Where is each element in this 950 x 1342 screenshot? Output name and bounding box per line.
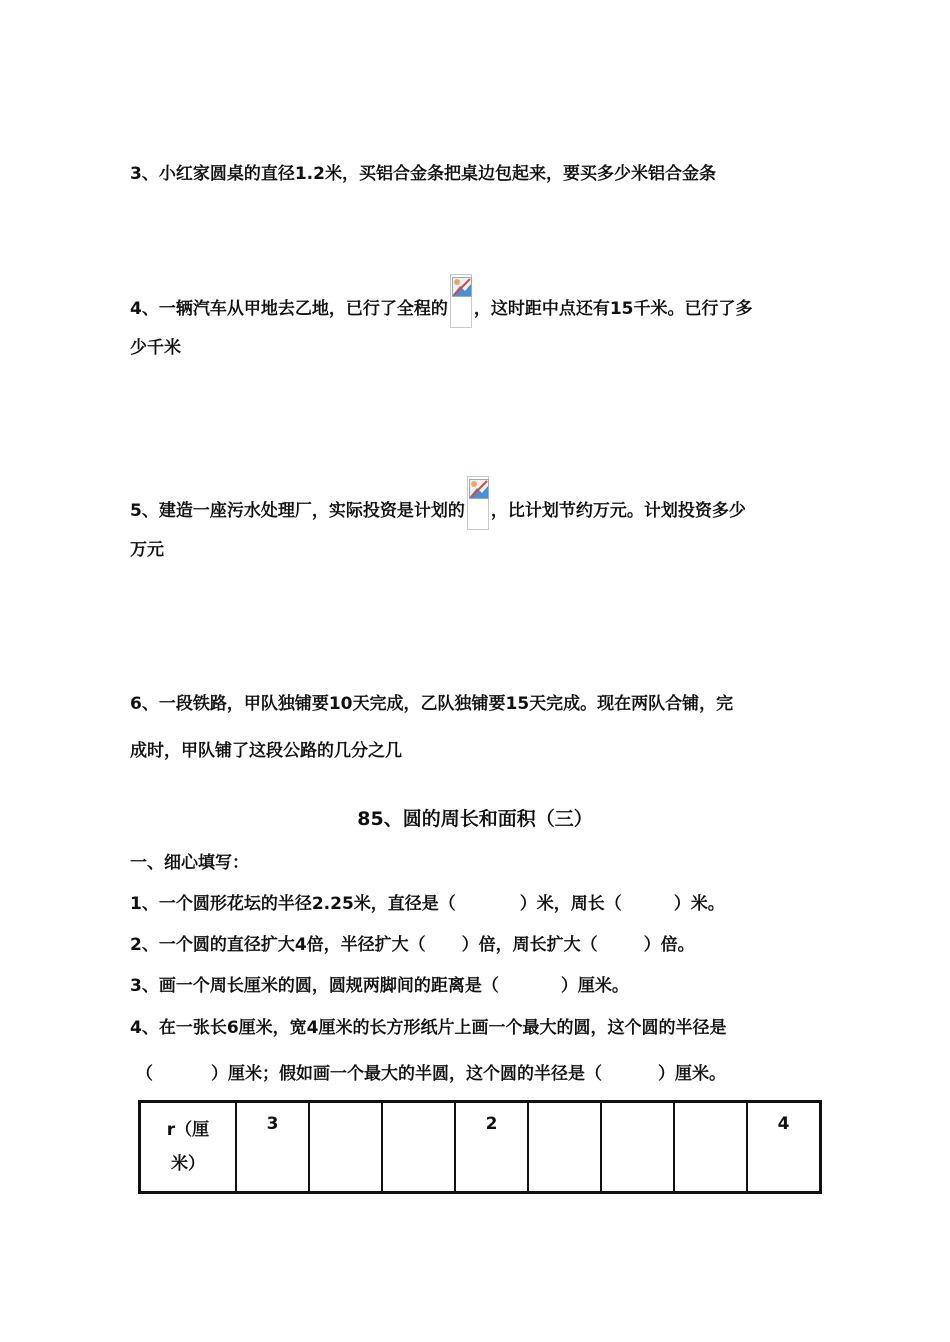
table-cell <box>382 1102 455 1193</box>
fill-question-3: 3、画一个周长厘米的圆，圆规两脚间的距离是（ ）厘米。 <box>130 976 629 996</box>
problem-6-line-1: 6、一段铁路，甲队独铺要10天完成，乙队独铺要15天完成。现在两队合铺，完 <box>130 694 734 714</box>
table-header-cell: r（厘 米） <box>140 1102 237 1193</box>
table-row <box>140 1102 821 1193</box>
problem-3: 3、小红家圆桌的直径1.2米，买铝合金条把桌边包起来，要买多少米铝合金条 <box>130 164 716 184</box>
broken-image-icon <box>467 476 489 530</box>
broken-image-icon <box>450 274 472 328</box>
problem-5-line-2: 万元 <box>130 540 164 560</box>
table-cell: 3 <box>236 1102 309 1193</box>
fill-question-4-line-1: 4、在一张长6厘米，宽4厘米的长方形纸片上画一个最大的圆，这个圆的半径是 <box>130 1018 727 1038</box>
table-cell: 2 <box>455 1102 528 1193</box>
table-cell <box>601 1102 674 1193</box>
fill-question-1: 1、一个圆形花坛的半径2.25米，直径是（ ）米，周长（ ）米。 <box>130 894 725 914</box>
table-cell: 4 <box>747 1102 821 1193</box>
section-title: 85、圆的周长和面积（三） <box>357 808 593 830</box>
section-heading: 一、细心填写： <box>130 853 249 873</box>
problem-4-line-2: 少千米 <box>130 338 181 358</box>
radius-table <box>138 1100 822 1194</box>
table-cell <box>309 1102 382 1193</box>
problem-5-line-1: 5、建造一座污水处理厂，实际投资是计划的 ，比计划节约万元。计划投资多少 <box>130 476 746 530</box>
table-cell <box>528 1102 601 1193</box>
problem-4-line-1: 4、一辆汽车从甲地去乙地，已行了全程的 ，这时距中点还有15千米。已行了多 <box>130 274 753 328</box>
fill-question-4-line-2: （ ）厘米；假如画一个最大的半圆，这个圆的半径是（ ）厘米。 <box>136 1064 726 1084</box>
fill-question-2: 2、一个圆的直径扩大4倍，半径扩大（ ）倍，周长扩大（ ）倍。 <box>130 935 695 955</box>
table-cell <box>674 1102 747 1193</box>
problem-6-line-2: 成时，甲队铺了这段公路的几分之几 <box>130 741 402 761</box>
